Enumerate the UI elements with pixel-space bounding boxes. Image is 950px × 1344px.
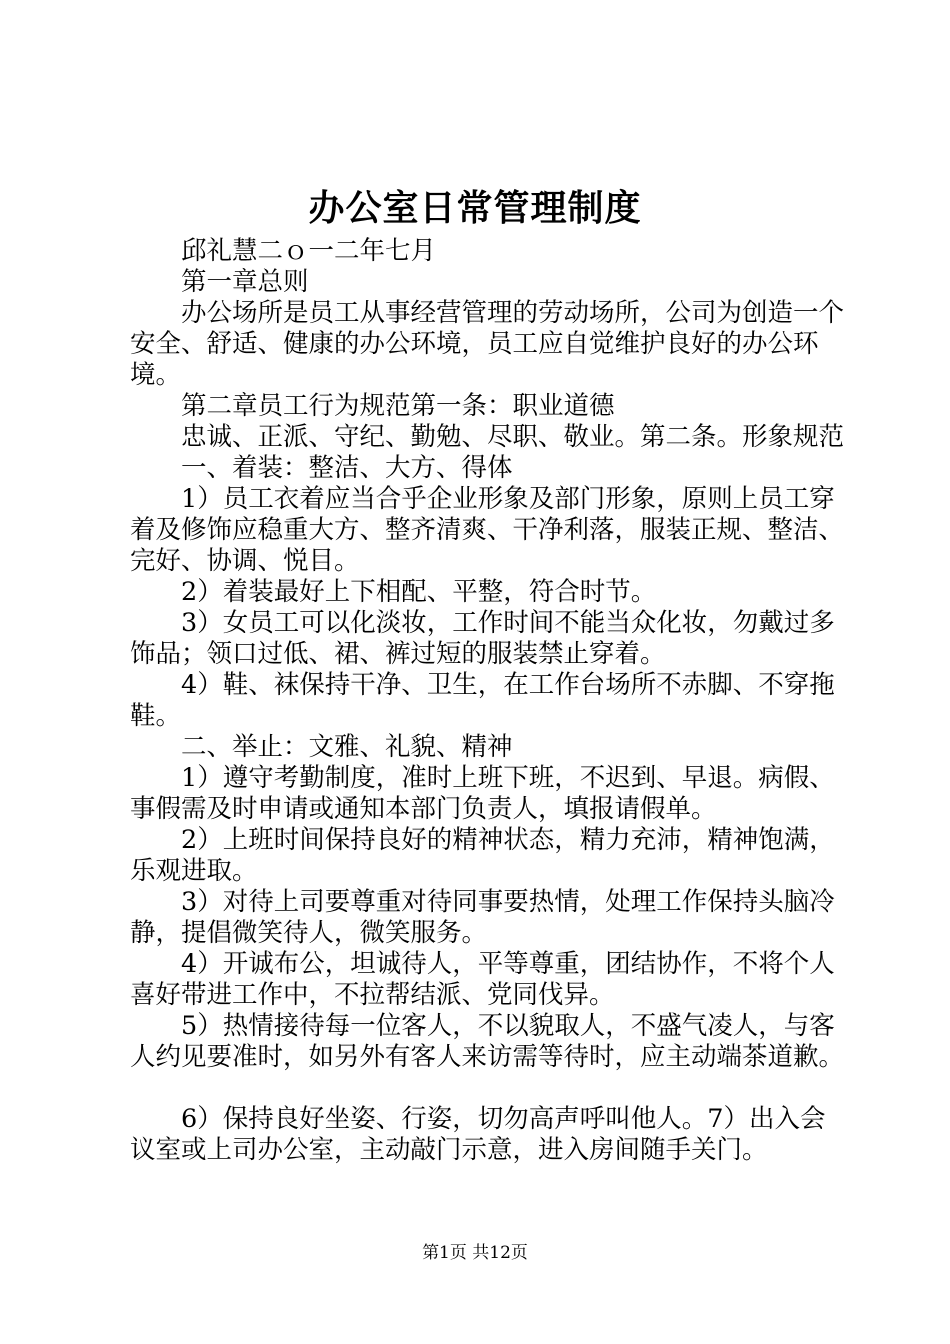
paragraph: 忠诚、正派、守纪、勤勉、尽职、敬业。第二条。形象规范 [181,422,845,452]
document-title: 办公室日常管理制度 [308,187,642,229]
list-item: 6）保持良好坐姿、行姿，切勿高声呼叫他人。7）出入会议室或上司办公室，主动敲门示意，进入房间随手关门。 [130,1104,826,1165]
list-item: 3）女员工可以化淡妆，工作时间不能当众化妆，勿戴过多饰品；领口过低、裙、裤过短的服装禁止穿着。 [130,608,835,669]
chapter-heading: 第一章总则 [181,267,309,297]
document-body [130,236,850,1166]
section-heading: 二、举止：文雅、礼貌、精神 [181,732,513,762]
page-number: 第1页 共12页 [422,1243,528,1263]
chapter-heading: 第二章员工行为规范第一条：职业道德 [181,391,615,421]
author-date-line: 邱礼慧二ｏ一二年七月 [181,236,437,266]
list-item: 3）对待上司要尊重对待同事要热情，处理工作保持头脑冷静，提倡微笑待人，微笑服务。 [130,887,835,948]
list-item: 1）员工衣着应当合乎企业形象及部门形象，原则上员工穿着及修饰应稳重大方、整齐清爽、干净利落，服装正规、整洁、完好、协调、悦目。 [130,484,845,576]
list-item: 2）着装最好上下相配、平整，符合时节。 [181,577,657,607]
list-item: 1）遵守考勤制度，准时上班下班，不迟到、早退。病假、事假需及时申请或通知本部门负责人，填报请假单。 [130,763,835,824]
paragraph: 办公场所是员工从事经营管理的劳动场所，公司为创造一个安全、舒适、健康的办公环境，员工应自觉维护良好的办公环境。 [130,298,845,390]
list-item: 2）上班时间保持良好的精神状态，精力充沛，精神饱满，乐观进取。 [130,825,835,886]
list-item: 4）开诚布公，坦诚待人，平等尊重，团结协作，不将个人喜好带进工作中，不拉帮结派、党同伐异。 [130,949,835,1010]
list-item: 5）热情接待每一位客人，不以貌取人，不盛气凌人，与客人约见要准时，如另外有客人来访需等待时，应主动端茶道歉。 [130,1011,845,1072]
section-heading: 一、着装：整洁、大方、得体 [181,453,513,483]
list-item: 4）鞋、袜保持干净、卫生，在工作台场所不赤脚、不穿拖鞋。 [130,670,835,731]
